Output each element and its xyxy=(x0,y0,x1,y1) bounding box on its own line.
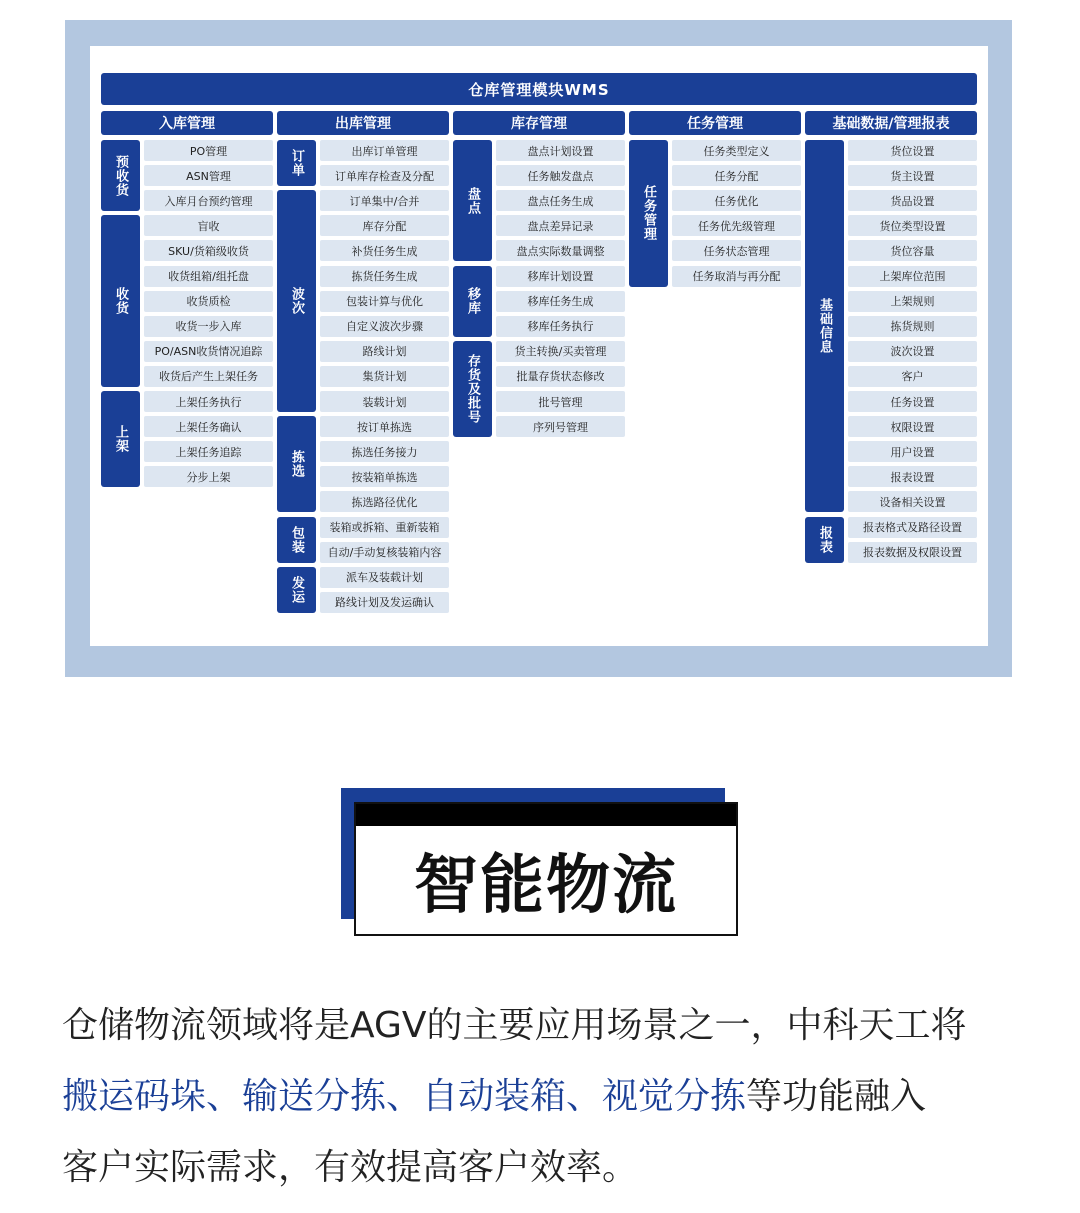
group-label: 基础信息 xyxy=(805,140,844,512)
module-item: 上架任务追踪 xyxy=(144,441,273,462)
column-header: 出库管理 xyxy=(277,111,449,135)
module-item: 序列号管理 xyxy=(496,416,625,437)
column-header: 库存管理 xyxy=(453,111,625,135)
group-label: 报表 xyxy=(805,517,844,563)
module-item: 出库订单管理 xyxy=(320,140,449,161)
paragraph-line-2 xyxy=(62,1077,1022,1117)
module-item: 自定义波次步骤 xyxy=(320,316,449,337)
module-item: 盘点实际数量调整 xyxy=(496,240,625,261)
module-item: 包装计算与优化 xyxy=(320,291,449,312)
module-item: 订单库存检查及分配 xyxy=(320,165,449,186)
section-heading xyxy=(354,802,738,936)
group-label: 存货及批号 xyxy=(453,341,492,437)
module-item: 设备相关设置 xyxy=(848,491,977,512)
module-item: 收货质检 xyxy=(144,291,273,312)
module-item: 批量存货状态修改 xyxy=(496,366,625,387)
module-item: 拣选路径优化 xyxy=(320,491,449,512)
module-item: 拣货规则 xyxy=(848,316,977,337)
module-item: 路线计划 xyxy=(320,341,449,362)
module-item: 上架任务执行 xyxy=(144,391,273,412)
module-item: 任务取消与再分配 xyxy=(672,266,801,287)
group-label: 拣选 xyxy=(277,416,316,512)
module-item: 货位类型设置 xyxy=(848,215,977,236)
group-label: 上架 xyxy=(101,391,140,487)
module-item: 拣选任务接力 xyxy=(320,441,449,462)
module-item: 货品设置 xyxy=(848,190,977,211)
module-item: PO管理 xyxy=(144,140,273,161)
module-item: 移库计划设置 xyxy=(496,266,625,287)
module-item: 上架库位范围 xyxy=(848,266,977,287)
module-item: 批号管理 xyxy=(496,391,625,412)
highlight-features: 搬运码垛、输送分拣、自动装箱、视觉分拣 xyxy=(62,1076,747,1117)
module-item: 装载计划 xyxy=(320,391,449,412)
column-header: 基础数据/管理报表 xyxy=(805,111,977,135)
module-item: 货主设置 xyxy=(848,165,977,186)
module-item: 报表数据及权限设置 xyxy=(848,542,977,563)
module-item: 按订单拣选 xyxy=(320,416,449,437)
column-header: 入库管理 xyxy=(101,111,273,135)
module-item: 装箱或拆箱、重新装箱 xyxy=(320,517,449,538)
module-item: SKU/货箱级收货 xyxy=(144,240,273,261)
paragraph-line-1: 仓储物流领域将是AGV的主要应用场景之一，中科天工将 xyxy=(62,1005,967,1046)
module-item: 拣货任务生成 xyxy=(320,266,449,287)
module-item: 分步上架 xyxy=(144,466,273,487)
module-item: 库存分配 xyxy=(320,215,449,236)
module-item: 盲收 xyxy=(144,215,273,236)
group-label: 盘点 xyxy=(453,140,492,261)
column-header: 任务管理 xyxy=(629,111,801,135)
group-label: 包装 xyxy=(277,517,316,563)
group-label: 订单 xyxy=(277,140,316,186)
module-item: 货位容量 xyxy=(848,240,977,261)
module-item: 任务分配 xyxy=(672,165,801,186)
module-item: 任务触发盘点 xyxy=(496,165,625,186)
module-item: 收货一步入库 xyxy=(144,316,273,337)
module-item: 任务类型定义 xyxy=(672,140,801,161)
group-label: 波次 xyxy=(277,190,316,412)
group-label: 发运 xyxy=(277,567,316,613)
module-item: 货位设置 xyxy=(848,140,977,161)
module-item: 入库月台预约管理 xyxy=(144,190,273,211)
module-item: 路线计划及发运确认 xyxy=(320,592,449,613)
module-item: 收货后产生上架任务 xyxy=(144,366,273,387)
group-label: 移库 xyxy=(453,266,492,337)
module-item: 任务优先级管理 xyxy=(672,215,801,236)
group-label: 预收货 xyxy=(101,140,140,211)
module-item: 报表格式及路径设置 xyxy=(848,517,977,538)
module-item: 派车及装载计划 xyxy=(320,567,449,588)
module-item: 用户设置 xyxy=(848,441,977,462)
module-item: 报表设置 xyxy=(848,466,977,487)
module-item: 集货计划 xyxy=(320,366,449,387)
module-item: 收货组箱/组托盘 xyxy=(144,266,273,287)
group-label: 任务管理 xyxy=(629,140,668,287)
heading-text: 智能物流 xyxy=(414,849,678,923)
module-item: ASN管理 xyxy=(144,165,273,186)
module-item: 任务状态管理 xyxy=(672,240,801,261)
module-item: 上架规则 xyxy=(848,291,977,312)
module-item: 波次设置 xyxy=(848,341,977,362)
diagram-title: 仓库管理模块WMS xyxy=(101,73,977,105)
module-item: 盘点差异记录 xyxy=(496,215,625,236)
module-item: 盘点计划设置 xyxy=(496,140,625,161)
module-item: 补货任务生成 xyxy=(320,240,449,261)
module-item: 上架任务确认 xyxy=(144,416,273,437)
paragraph-line-3: 客户实际需求，有效提高客户效率。 xyxy=(62,1147,639,1188)
module-item: 盘点任务生成 xyxy=(496,190,625,211)
module-item: 移库任务执行 xyxy=(496,316,625,337)
group-label: 收货 xyxy=(101,215,140,387)
module-item: 任务优化 xyxy=(672,190,801,211)
module-item: PO/ASN收货情况追踪 xyxy=(144,341,273,362)
module-item: 货主转换/买卖管理 xyxy=(496,341,625,362)
module-item: 任务设置 xyxy=(848,391,977,412)
module-item: 订单集中/合并 xyxy=(320,190,449,211)
paragraph-line-2-rest: 等功能融入 xyxy=(746,1076,927,1117)
heading-topbar xyxy=(356,804,736,826)
module-item: 按装箱单拣选 xyxy=(320,466,449,487)
module-item: 客户 xyxy=(848,366,977,387)
module-item: 权限设置 xyxy=(848,416,977,437)
module-item: 移库任务生成 xyxy=(496,291,625,312)
module-item: 自动/手动复核装箱内容 xyxy=(320,542,449,563)
